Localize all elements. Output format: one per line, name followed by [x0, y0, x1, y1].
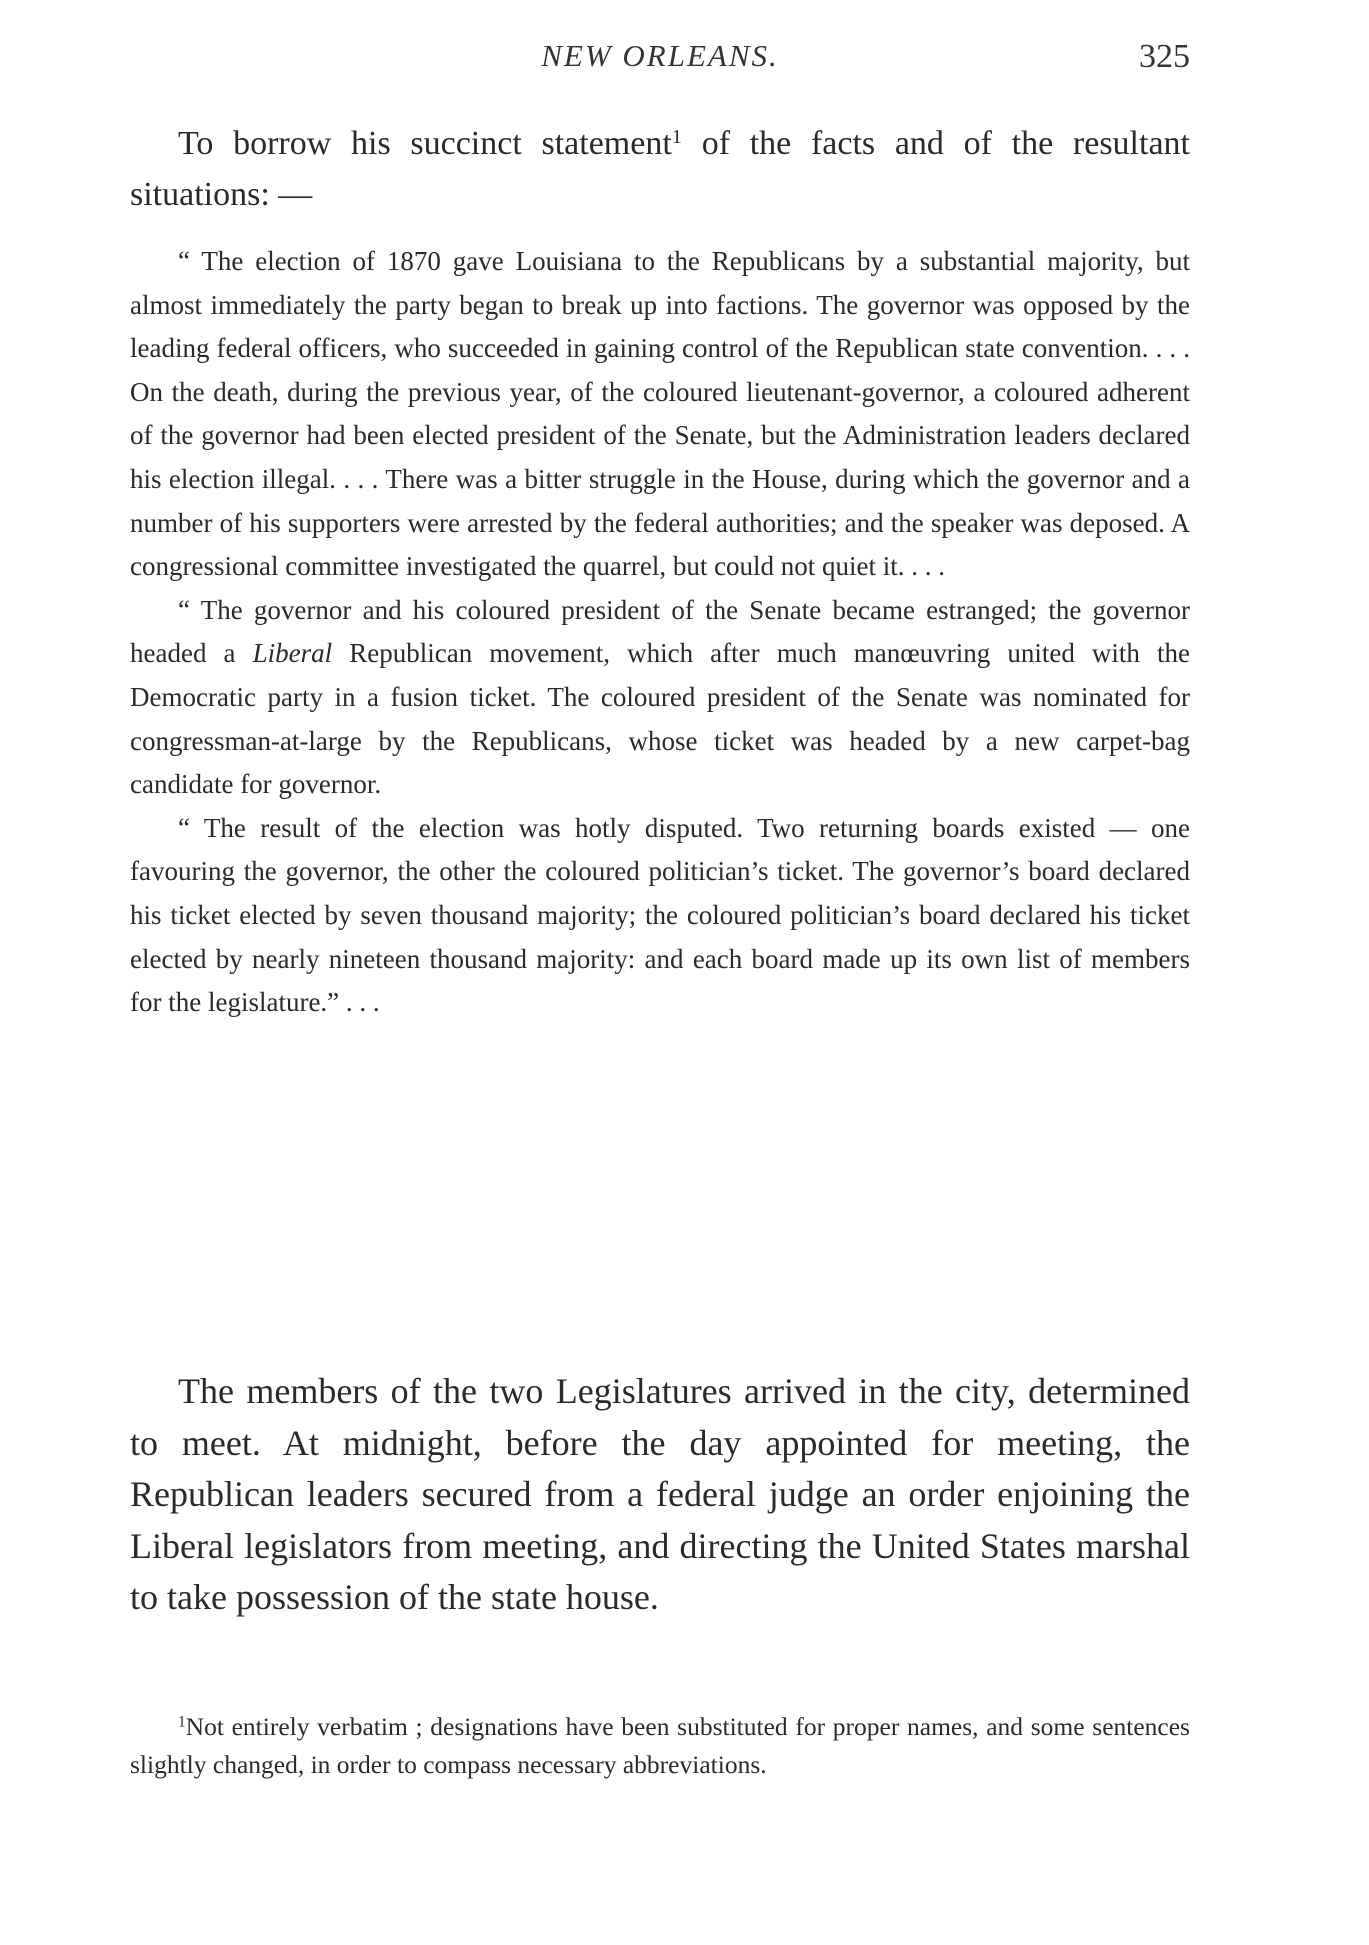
running-head [130, 38, 1190, 88]
lead-indent [130, 125, 178, 162]
lead-text-after: of the facts and of the resultant situations: — [130, 125, 1190, 213]
block-quote [130, 240, 1190, 1025]
footnote-text: Not entirely verbatim ; designations have been substituted for proper names, and some sentences slightly changed, in order to compass necessary abbreviations. [130, 1712, 1190, 1779]
footnote-marker: 1 [178, 1713, 186, 1731]
quote-paragraph-3: “ The result of the election was hotly disputed. Two returning boards existed — one favouring the governor, the other the coloured politician’s ticket. The governor’s board declared his ticket elected by seven thousand majority; the coloured politician’s board declared his ticket elected by nearly nineteen thousand majority: and each board made up its own list of members for the legislature.” . . . [130, 812, 1190, 1018]
quote-emphasis-liberal: Liberal [252, 638, 333, 669]
running-title: NEW ORLEANS. [541, 38, 779, 73]
footnote [130, 1708, 1190, 1783]
quote-paragraph-1: “ The election of 1870 gave Louisiana to the Republicans by a substantial majority, but almost immediately the party began to break up into factions. The governor was opposed by the leading federal officers, who succeeded in gaining control of the Republican state convention. . . . On the death, during the previous year, of the coloured lieutenant-governor, a coloured adherent of the governor had been elected president of the Senate, but the Administration leaders declared his election illegal. . . . There was a bitter struggle in the House, during which the governor and a number of his supporters were arrested by the federal authorities; and the speaker was deposed. A congressional committee investigated the quarrel, but could not quiet it. . . . [130, 246, 1190, 582]
footnote-reference: 1 [671, 125, 682, 148]
quote-paragraph-2-end: Republican movement, which after much manœuvring united with the Democratic party in a fusion ticket. The coloured president of the Senate was nominated for congressman-at-large by the Republicans, whose ticket was headed by a new carpet-bag candidate for governor. [130, 638, 1191, 800]
lead-text: To borrow his succinct statement [178, 125, 672, 162]
lead-paragraph [130, 118, 1190, 220]
body-paragraph: The members of the two Legislatures arrived in the city, determined to meet. At midnight, before the day appointed for meeting, the Republican leaders secured from a federal judge an order enjoining the Liberal legislators from meeting, and directing the United States marshal to take possession of the state house. [130, 1371, 1190, 1617]
quote-paragraph-2-start: “ The governor and his coloured president of the Senate became estranged; the governor headed a [130, 594, 1190, 669]
page-number: 325 [1139, 38, 1190, 75]
quote-paragraph-2 [130, 589, 1190, 807]
